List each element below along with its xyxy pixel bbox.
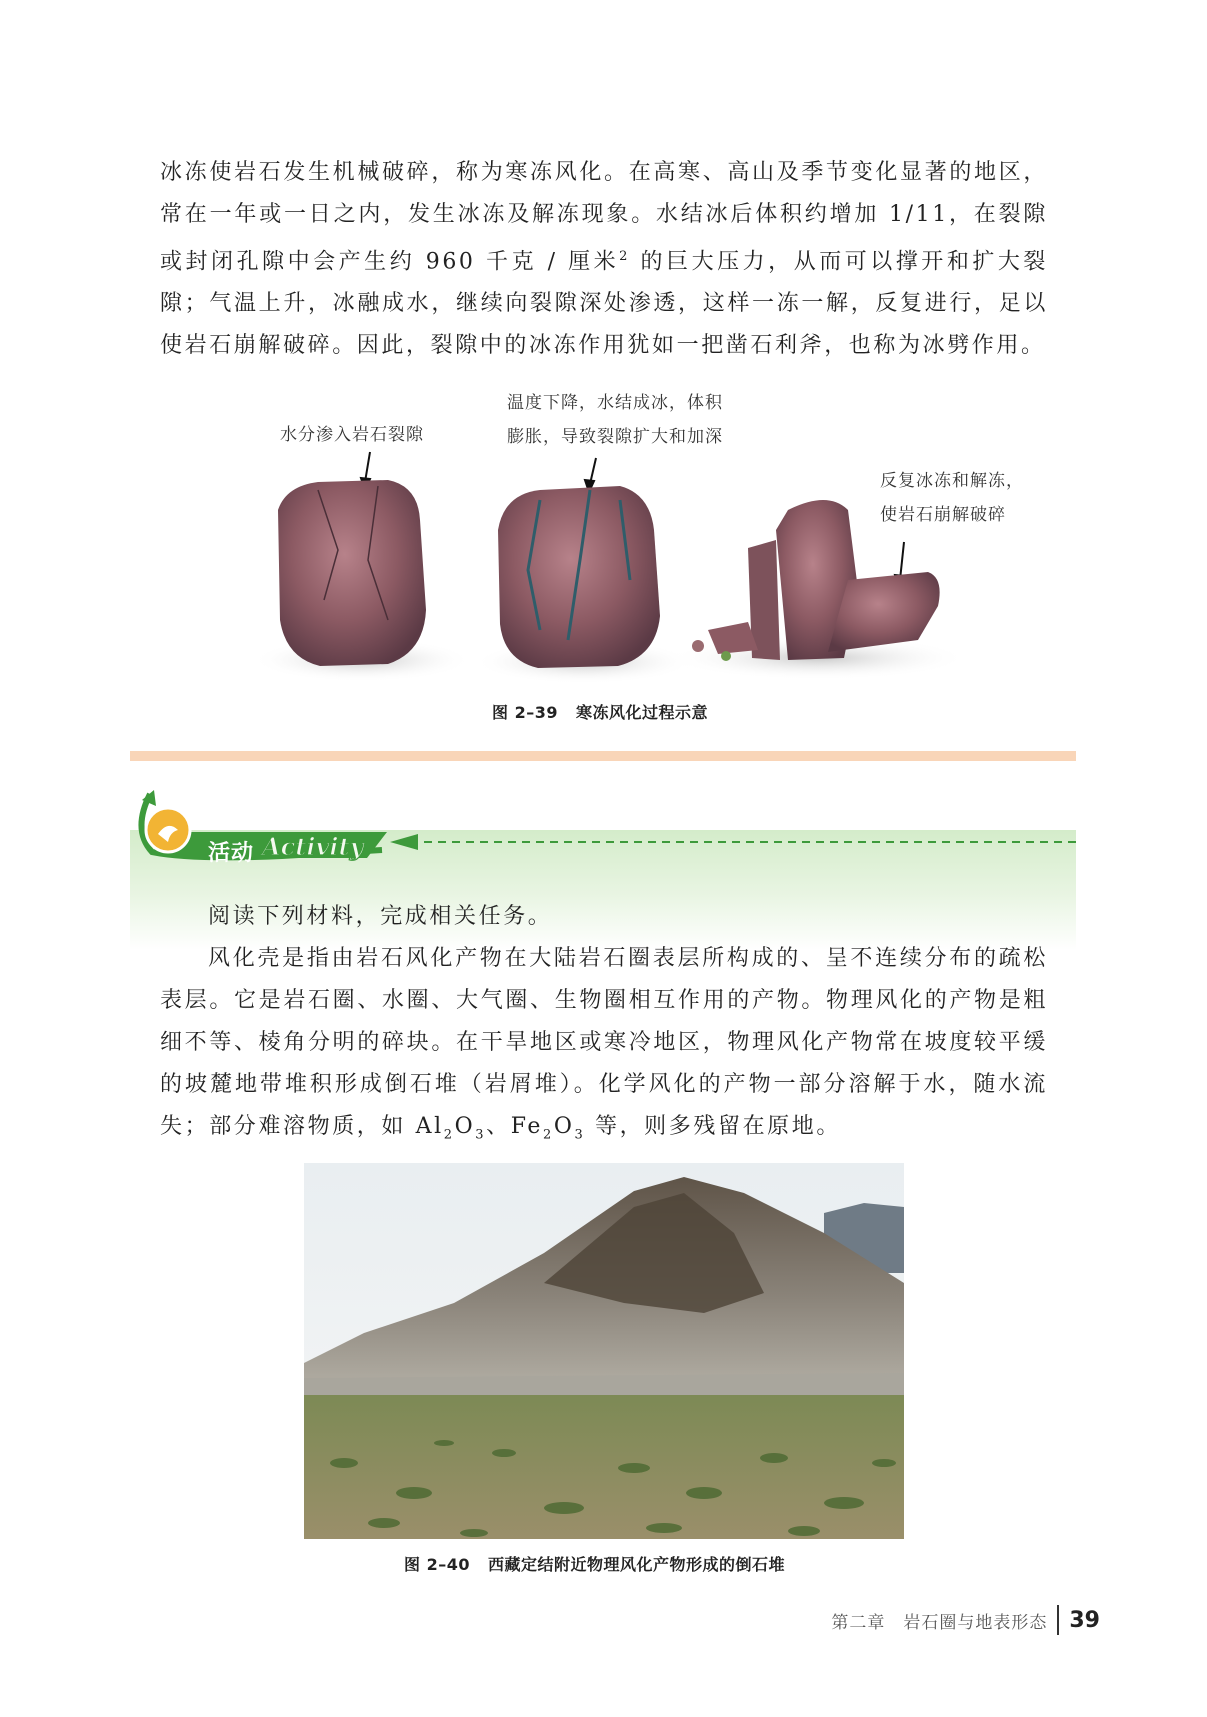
page-footer [831, 1605, 1100, 1635]
intro-paragraph: 冰冻使岩石发生机械破碎，称为寒冻风化。在高寒、高山及季节变化显著的地区，常在一年或一日之内，发生冰冻及解冻现象。水结冰后体积约增加 1/11，在裂隙或封闭孔隙中会产生约 960 千克 / 厘米$^2$ 的巨大压力，从而可以撑开和扩大裂隙；气温上升，冰融成水，继续向裂隙深处渗透，这样一冻一解，反复进行，足以使岩石崩解破碎。因此，裂隙中的冰冻作用犹如一把凿石利斧，也称为冰劈作用。 [160, 160, 1048, 359]
rock-intact [252, 480, 472, 682]
scree-slope-photo [304, 1163, 904, 1539]
figure-2-39-label-2: 温度下降，水结成冰，体积 膨胀，导致裂隙扩大和加深 [507, 393, 723, 447]
activity-title-en: Activity [262, 832, 364, 861]
chapter-title: 第二章 岩石圈与地表形态 [831, 1612, 1048, 1633]
page-number: 39 [1069, 1607, 1100, 1633]
activity-title-cn: 活动 [208, 841, 255, 866]
frost-weathering-illustration [228, 390, 988, 698]
rock-broken [668, 500, 968, 680]
arrow-2 [585, 458, 596, 492]
figure-2-39-label-1: 水分渗入岩石裂隙 [280, 425, 424, 445]
activity-paragraph: 风化壳是指由岩石风化产物在大陆岩石圈表层所构成的、呈不连续分布的疏松表层。它是岩石圈、水圈、大气圈、生物圈相互作用的产物。物理风化的产物是粗细不等、棱角分明的碎块。在干旱地区或寒冷地区，物理风化产物常在坡度较平缓的坡麓地带堆积形成倒石堆（岩屑堆）。化学风化的产物一部分溶解于水，随水流失；部分难溶物质，如 $Al_2O_3$、$Fe_2O_3$ 等，则多残留在原地。 [160, 946, 1048, 1143]
figure-2-39-caption: 图 2–39 寒冻风化过程示意 [492, 703, 708, 722]
rock-cracked [474, 486, 694, 684]
section-divider [130, 751, 1076, 761]
activity-instruction: 阅读下列材料，完成相关任务。 [208, 904, 553, 929]
figure-2-40-caption: 图 2–40 西藏定结附近物理风化产物形成的倒石堆 [404, 1555, 785, 1574]
figure-2-39-label-3: 反复冰冻和解冻， 使岩石崩解破碎 [880, 471, 1024, 525]
footer-divider [1057, 1605, 1059, 1635]
activity-text [160, 896, 1048, 1156]
